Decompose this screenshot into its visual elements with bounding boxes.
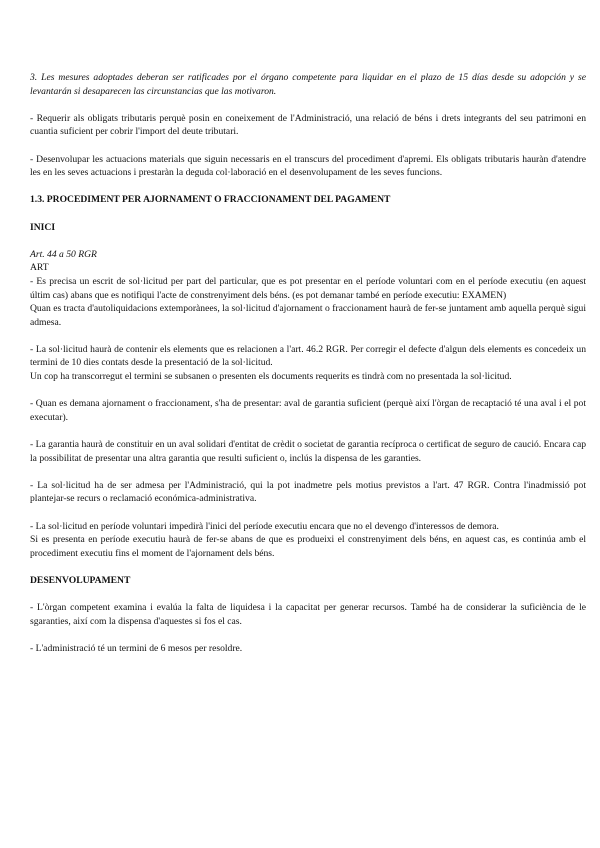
desenvolupament-heading: DESENVOLUPAMENT bbox=[30, 574, 131, 586]
section-title: 1.3. PROCEDIMENT PER AJORNAMENT O FRACCIONAMENT DEL PAGAMENT bbox=[30, 194, 391, 206]
inici-item-line: - La sol·licitud haurà de contenir els elements que es relacionen a l'art. 46.2 RGR. Per corregir el defecte d'algun dels elements es concedeix un termini de 10 dies contats desde la presentació de la sol·licitud. bbox=[30, 343, 586, 369]
inici-item-line: Si es presenta en període executiu haurà de fer-se abans de que es produeixi el constrenyiment dels béns, en aquest cas, es continúa amb el procediment executiu fins el moment de l'ajornament dels béns. bbox=[30, 534, 586, 559]
art-label: ART bbox=[30, 262, 49, 274]
inici-heading: INICI bbox=[30, 221, 56, 233]
intro-italic-paragraph: 3. Les mesures adoptades deberan ser ratificades por el órgano competente para liquidar en el plazo de 15 días desde su adopción y se levantarán si desaparecen las circunstancias que las motivaron. bbox=[30, 72, 586, 97]
inici-item-line: Quan es tracta d'autoliquidacions extemporànees, la sol·licitud d'ajornament o fraccionament haurà de fer-se juntament amb aquella perquè sigui admesa. bbox=[30, 303, 586, 328]
inici-item-line: - La sol·licitud ha de ser admesa per l'Administració, qui la pot inadmetre pels motius previstos a l'art. 47 RGR. Contra l'inadmissió pot plantejar-se recurs o reclamació económica-administrativa. bbox=[30, 479, 586, 505]
inici-item-line: - Es precisa un escrit de sol·licitud per part del particular, que es pot presentar en el període voluntari com en el període executiu (en aquest últim cas) abans que es notifiqui l'acte de constrenyiment dels béns. (es pot demanar també en període executiu: EXAMEN) bbox=[30, 275, 586, 301]
desenvolupament-item: - L'administració té un termini de 6 mesos per resoldre. bbox=[30, 642, 243, 654]
inici-item-line: - La sol·licitud en període voluntari impedirà l'inici del període executiu encara que no el devengo d'interessos de demora. bbox=[30, 520, 499, 532]
inici-item-line: - Quan es demana ajornament o fraccionament, s'ha de presentar: aval de garantia suficient (perquè així l'òrgan de recaptació té una aval i el pot executar). bbox=[30, 398, 586, 423]
inici-item-line: Un cop ha transcorregut el termini se subsanen o presenten els documents requerits es tindrà com no presentada la sol·licitud. bbox=[30, 371, 512, 383]
intro-item: - Requerir als obligats tributaris perquè posin en coneixement de l'Administració, una relació de béns i drets integrants del seu patrimoni en cuantia suficient per cobrir l'import del deute tributari. bbox=[30, 112, 586, 138]
desenvolupament-item: - L'òrgan competent examina i evalúa la falta de liquidesa i la capacitat per generar recursos. També ha de considerar la suficiència de le sgaranties, així com la dispensa d'aquestes si fos el cas. bbox=[30, 602, 586, 627]
article-reference: Art. 44 a 50 RGR bbox=[30, 248, 97, 260]
intro-item: - Desenvolupar les actuacions materials que siguin necessaris en el transcurs del procediment d'apremi. Els obligats tributaris hauràn d'atendre les en les seves actuacions i prestaràn la deguda col·laboració en el desenvolupament de les seves funcions. bbox=[30, 153, 586, 179]
inici-item-line: - La garantia haurà de constituir en un aval solidari d'entitat de crèdit o societat de garantia recíproca o certificat de seguro de caució. Encara cap la possibilitat de presentar una altra garantia que resulti suficient o, inclús la dispensa de les garanties. bbox=[30, 439, 586, 464]
document-page bbox=[30, 71, 586, 656]
